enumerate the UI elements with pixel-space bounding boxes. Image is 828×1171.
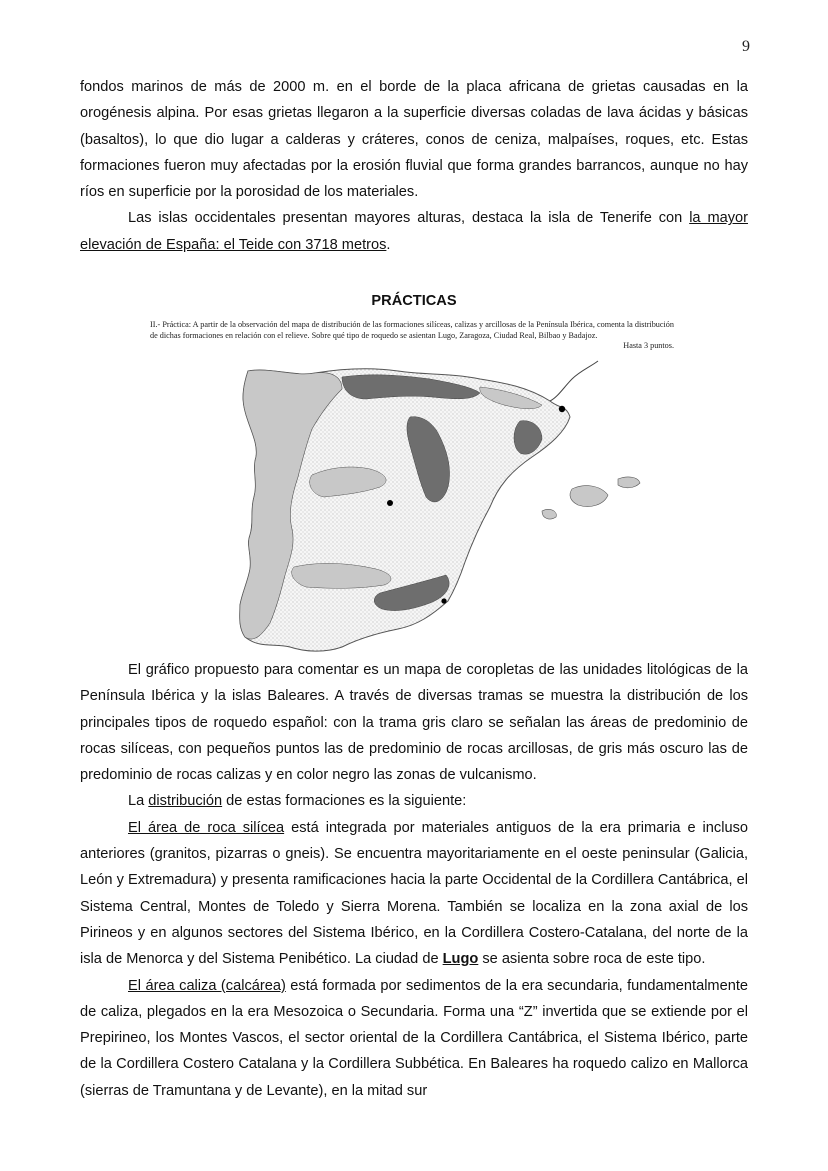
iberia-map-svg [80, 357, 748, 657]
paragraph-teide [80, 205, 748, 258]
exercise-points: Hasta 3 puntos. [623, 340, 674, 350]
lithology-map [80, 357, 748, 657]
paragraph-canarias-origin: fondos marinos de más de 2000 m. en el borde de la placa africana de grietas causadas en la orogénesis alpina. Por esas grietas llegaron a la superficie diversas coladas de lava ácidas y básicas (basaltos), lo que dio lugar a calderas y cráteres, conos de ceniza, malpaíses, roques, etc. Estas formaciones fueron muy afectadas por la erosión fluvial que forma grandes barrancos, aunque no hay ríos en superficie por la porosidad de los materiales. [80, 79, 748, 201]
balearic-ibiza [542, 509, 556, 519]
volcanic-area-campo-calatrava [387, 500, 393, 506]
teide-text: Las islas occidentales presentan mayores alturas, destaca la isla de Tenerife con [128, 210, 690, 227]
balearic-mallorca [570, 486, 608, 507]
paragraph-map-description: El gráfico propuesto para comentar es un mapa de coropletas de las unidades litológicas de la Península Ibérica y la islas Baleares. A través de diversas tramas se muestra la distribución de los principales tipos de roquedo español: con la trama gris claro se señalan las áreas de predominio de rocas silíceas, con pequeños puntos las de predominio de rocas arcillosas, de gris más oscuro las de predominio de rocas calizas y en color negro las zonas de vulcanismo. [80, 661, 748, 784]
balearic-menorca [618, 477, 640, 488]
document-body [80, 74, 748, 1104]
exercise-text: II.- Práctica: A partir de la observación del mapa de distribución de las formaciones silíceas, calizas y arcillosas de la Península Ibérica, comenta la distribución de dichas formaciones en relación con el relieve. Sobre qué tipo de roquedo se asientan Lugo, Zaragoza, Ciudad Real, Bilbao y Badajoz. [150, 320, 674, 340]
volcanic-area-olot [559, 406, 565, 412]
france-coastline [550, 361, 598, 401]
paragraph-siliceous: El área de roca silícea está integrada por materiales antiguos de la era primaria e incluso anteriores (granitos, pizarras o gneis). Se encuentra mayoritariamente en el oeste peninsular (Galicia, León y Extremadura) y presenta ramificaciones hacia la parte Occidental de la Cordillera Cantábrica, el Sistema Central, Montes de Toledo y Sierra Morena. También se localiza en la zona axial de los Pirineos y en algunos sectores del Sistema Ibérico, en la Cordillera Costero-Catalana, del norte de la isla de Menorca y del Sistema Penibético. La ciudad de Lugo se asienta sobre roca de este tipo. [80, 819, 748, 968]
teide-end: . [386, 236, 391, 253]
paragraph-limestone: El área caliza (calcárea) está formada por sedimentos de la era secundaria, fundamentalmente de caliza, plegados en la era Mesozoica o Secundaria. Forma una “Z” invertida que se extiende por el Prepirineo, los Montes Vascos, el sector oriental de la Cordillera Cantábrica, el Sistema Ibérico, parte de la Cordillera Costero Catalana y la Cordillera Subbética. En Baleares ha roquedo calizo en Mallorca (sierras de Tramuntana y de Levante), en la mitad sur [80, 977, 748, 1099]
volcanic-area-cabo-gata [441, 598, 446, 603]
page-number: 9 [742, 38, 750, 55]
exercise-statement [150, 320, 674, 351]
teide-underlined: la mayor elevación de España: el Teide con 3718 metros [80, 210, 748, 253]
paragraph-distribution-intro: La distribución de estas formaciones es la siguiente: [128, 793, 467, 810]
section-heading-practicas: PRÁCTICAS [371, 293, 457, 310]
